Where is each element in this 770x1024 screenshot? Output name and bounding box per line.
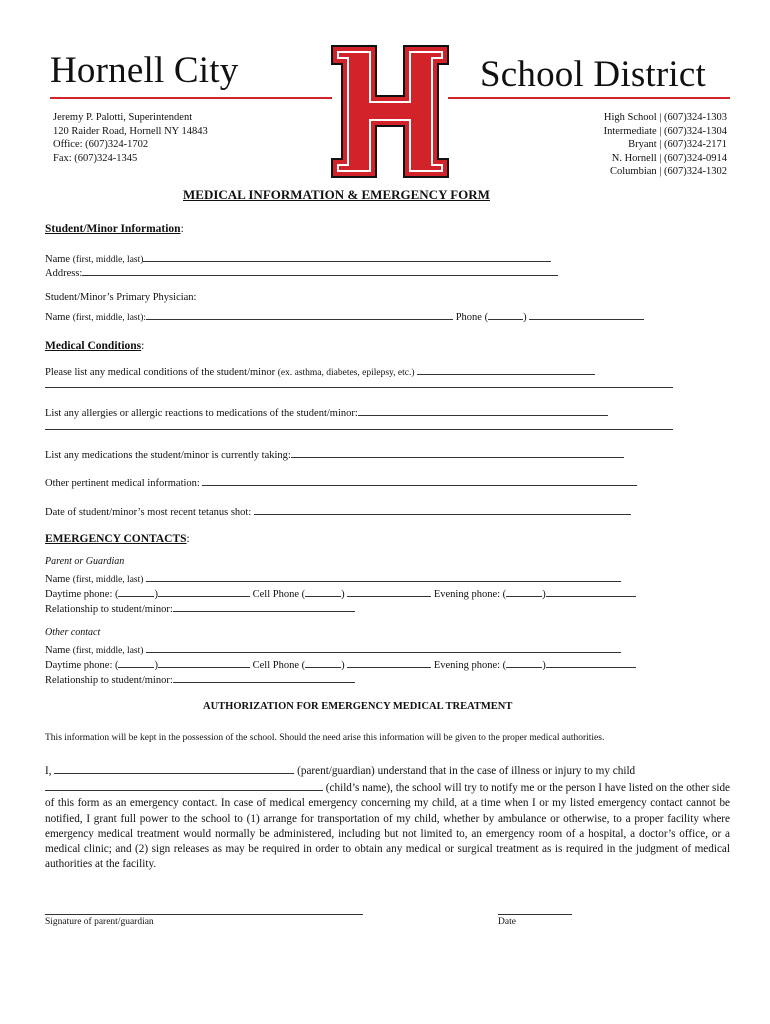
medications-field[interactable]: [291, 446, 624, 458]
authorization-notice: This information will be kept in the possession of the school. Should the need arise this information will be given to the proper medical authorities.: [45, 733, 605, 743]
other-info-row: Other pertinent medical information:: [45, 474, 637, 489]
other-info-field[interactable]: [202, 474, 637, 486]
contact-2-name-row: Name (first, middle, last): [45, 641, 621, 656]
physician-name-field[interactable]: [146, 308, 453, 320]
conditions-row: Please list any medical conditions of the student/minor (ex. asthma, diabetes, epilepsy, etc.): [45, 363, 595, 378]
contact-1-cell-phone-field[interactable]: [347, 585, 431, 597]
conditions-field-line2[interactable]: [45, 387, 673, 388]
contact-2-subhead: Other contact: [45, 627, 101, 638]
conditions-field[interactable]: [417, 363, 595, 375]
contact-2-day-area-field[interactable]: [118, 656, 154, 668]
physician-row: Name (first, middle, last): Phone ( ): [45, 308, 644, 323]
superintendent-info: Jeremy P. Palotti, Superintendent 120 Raider Road, Hornell NY 14843 Office: (607)324-1702 Fax: (607)324-1345: [53, 112, 208, 164]
school-phone-list: High School | (607)324-1303 Intermediate | (607)324-1304 Bryant | (607)324-2171 N. Hornell | (607)324-0914 Columbian | (607)324-1302: [603, 112, 727, 178]
date-label: Date: [498, 917, 516, 927]
date-field[interactable]: [498, 914, 572, 915]
signature-label: Signature of parent/guardian: [45, 917, 154, 927]
contact-2-name-field[interactable]: [146, 641, 621, 653]
contact-2-eve-area-field[interactable]: [506, 656, 542, 668]
form-title: MEDICAL INFORMATION & EMERGENCY FORM: [183, 187, 490, 202]
contact-1-eve-area-field[interactable]: [506, 585, 542, 597]
medications-row: List any medications the student/minor is currently taking:: [45, 446, 624, 461]
allergies-field[interactable]: [358, 404, 608, 416]
emergency-heading: EMERGENCY CONTACTS:: [45, 533, 190, 545]
contact-2-cell-phone-field[interactable]: [347, 656, 431, 668]
signature-field[interactable]: [45, 914, 363, 915]
physician-phone-field[interactable]: [529, 308, 644, 320]
contact-1-day-area-field[interactable]: [118, 585, 154, 597]
parent-name-field[interactable]: [54, 762, 294, 774]
tetanus-date-field[interactable]: [254, 503, 631, 515]
tetanus-row: Date of student/minor’s most recent tetanus shot:: [45, 503, 631, 518]
contact-2-day-phone-field[interactable]: [158, 656, 250, 668]
contact-1-phone-row: Daytime phone: ( ) Cell Phone ( ) Evening phone: ( ): [45, 585, 636, 600]
child-name-field[interactable]: [45, 779, 323, 791]
contact-1-eve-phone-field[interactable]: [546, 585, 636, 597]
student-heading: Student/Minor Information:: [45, 223, 184, 235]
contact-2-phone-row: Daytime phone: ( ) Cell Phone ( ) Evening phone: ( ): [45, 656, 636, 671]
contact-1-relationship-field[interactable]: [173, 600, 355, 612]
authorization-paragraph: I, (parent/guardian) understand that in the case of illness or injury to my child (child’s name), the school will try to notify me or the person I have listed on the other side of this form as an emergency contact. In case of medical emergency concerning my child, at a time when I or my listed emergency contact cannot be notified, I grant full power to the school to (1) arrange for transportation of my child, whether by ambulance or otherwise, to a proper facility where emergency medical treatment would normally be administered, including but not limited to, an emergency room of a hospital, a doctor’s office, or a medical clinic; and (2) sign releases as may be required in order to obtain any medical or surgical treatment as is required in the judgment of medical authorities at the facility.: [45, 762, 730, 872]
contact-2-relationship-row: Relationship to student/minor:: [45, 671, 355, 686]
student-address-row: Address:: [45, 264, 558, 279]
header-rule-right: [448, 97, 730, 99]
physician-area-code-field[interactable]: [488, 308, 523, 320]
authorization-heading: AUTHORIZATION FOR EMERGENCY MEDICAL TREATMENT: [203, 701, 513, 712]
allergies-field-line2[interactable]: [45, 429, 673, 430]
contact-1-subhead: Parent or Guardian: [45, 556, 125, 567]
medical-heading: Medical Conditions:: [45, 340, 145, 352]
district-name-right: School District: [480, 54, 707, 95]
contact-2-relationship-field[interactable]: [173, 671, 355, 683]
physician-heading: Student/Minor’s Primary Physician:: [45, 292, 197, 303]
district-h-logo: [330, 44, 450, 179]
contact-2-cell-area-field[interactable]: [305, 656, 341, 668]
student-name-row: Name (first, middle, last): [45, 250, 551, 265]
header-rule-left: [50, 97, 332, 99]
contact-1-cell-area-field[interactable]: [305, 585, 341, 597]
allergies-row: List any allergies or allergic reactions to medications of the student/minor:: [45, 404, 608, 419]
contact-1-relationship-row: Relationship to student/minor:: [45, 600, 355, 615]
contact-2-eve-phone-field[interactable]: [546, 656, 636, 668]
district-name-left: Hornell City: [50, 50, 239, 91]
contact-1-day-phone-field[interactable]: [158, 585, 250, 597]
contact-1-name-field[interactable]: [146, 570, 621, 582]
student-name-field[interactable]: [143, 250, 551, 262]
contact-1-name-row: Name (first, middle, last): [45, 570, 621, 585]
student-address-field[interactable]: [82, 264, 558, 276]
